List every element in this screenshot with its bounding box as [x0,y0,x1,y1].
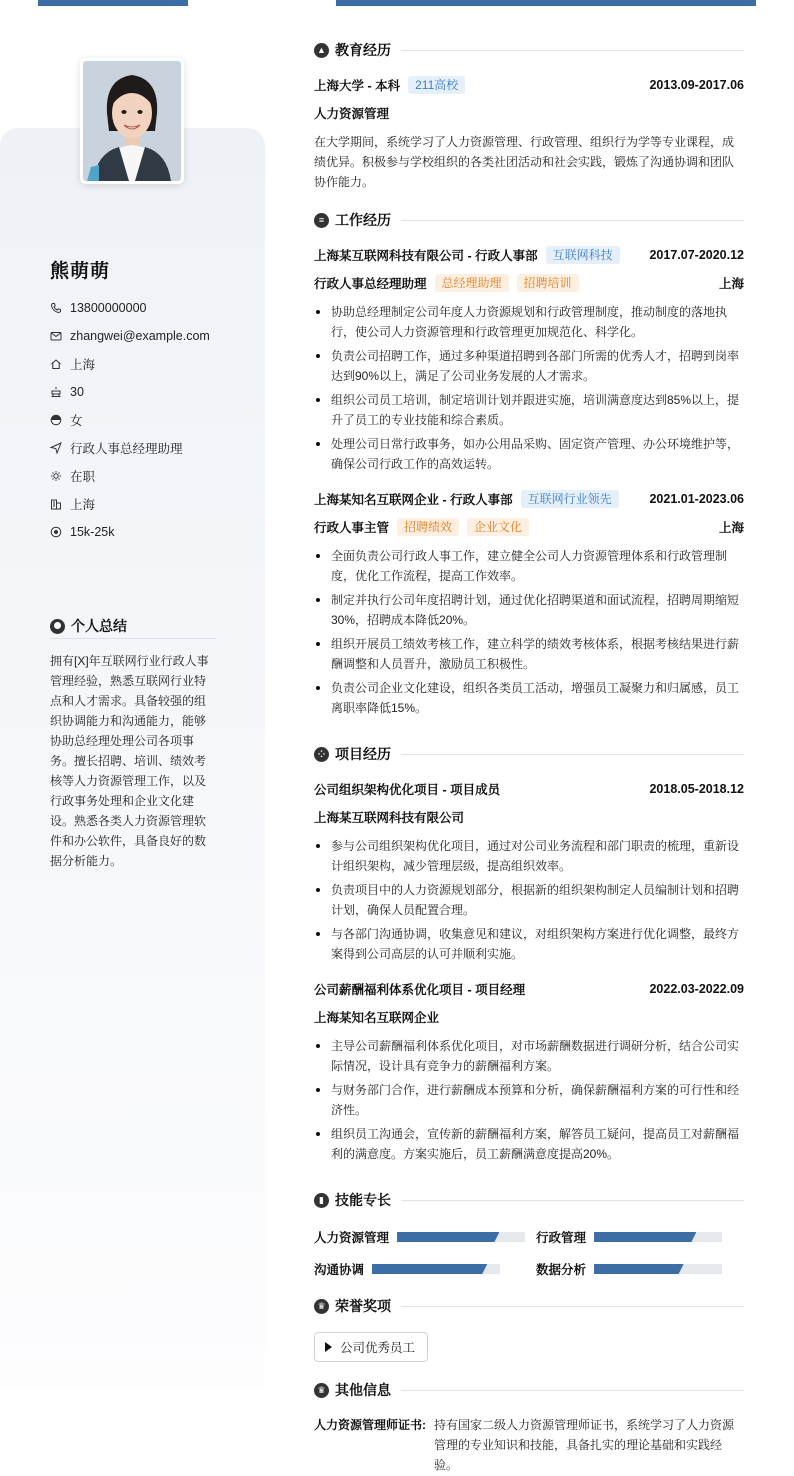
project-2-bullets [314,1036,744,1168]
list-item: 与各部门沟通协调，收集意见和建议，对组织架构方案进行优化调整，最终方案得到公司高层的认可并顺利实施。 [314,924,744,964]
info-location [50,350,210,378]
info-salary-text: 15k-25k [70,525,115,539]
email-icon [50,330,62,342]
user-circle-icon [50,619,65,634]
projects-heading [314,744,744,764]
info-position-text: 行政人事总经理助理 [70,442,183,456]
section-divider [401,220,744,221]
project-2-name: 公司薪酬福利体系优化项目 - 项目经理 [314,983,526,997]
project-2-date: 2022.03-2022.09 [649,982,744,996]
certificate-text: 持有国家二级人力资源管理师证书，系统学习了人力资源管理的专业知识和技能，具备扎实的理论基础和实践经验。 [434,1418,735,1472]
info-gender [50,406,210,434]
list-item: 制定并执行公司年度招聘计划，通过优化招聘渠道和面试流程，招聘周期缩短30%，招聘成本降低20%。 [314,590,744,630]
certificate-label: 人力资源管理师证书: [314,1418,426,1432]
job-1-tag: 互联网科技 [546,246,620,264]
info-position [50,434,210,462]
info-icon: ♛ [314,1383,329,1398]
education-row [314,76,744,94]
job-2-date: 2021.01-2023.06 [649,492,744,506]
info-city-text: 上海 [70,498,96,512]
position-icon [50,442,62,454]
job-1-city: 上海 [718,277,744,291]
awards-heading [314,1296,744,1316]
education-title: 教育经历 [335,42,391,58]
job-1-skill-tag: 总经理助理 [435,274,509,292]
list-item: 组织员工沟通会，宣传新的薪酬福利方案，解答员工疑问，提高员工对薪酬福利的满意度。方案实施后，员工薪酬满意度提高20%。 [314,1124,744,1164]
skill-bar-fill [397,1232,499,1242]
skill-bar [594,1264,722,1274]
job-2-header [314,490,744,508]
top-accent-bar-left [38,0,188,6]
job-1-bullets [314,302,744,478]
skills-heading [314,1190,744,1210]
skill-bar-fill [594,1264,684,1274]
home-icon [50,358,62,370]
info-age [50,378,210,406]
job-1-header [314,246,744,264]
job-1-skill-tag: 招聘培训 [517,274,579,292]
job-2-skill-tag: 企业文化 [467,518,529,536]
list-item: 处理公司日常行政事务，如办公用品采购、固定资产管理、办公环境维护等，确保公司行政工作的高效运转。 [314,434,744,474]
salary-icon [50,526,62,538]
summary-title: 个人总结 [71,618,127,634]
projects-title: 项目经历 [335,746,391,762]
bar-chart-icon: ▮ [314,1193,329,1208]
skill-item [536,1228,722,1246]
info-gender-text: 女 [70,414,83,428]
award-label: 公司优秀员工 [340,1341,416,1355]
section-divider [401,1306,744,1307]
info-salary [50,518,210,546]
summary-text: 拥有[X]年互联网行业行政人事管理经验，熟悉互联网行业特点和人才需求。具备较强的组织协调能力和沟通能力，能够协助总经理处理公司各项事务。擅长招聘、培训、绩效考核等人力资源管理工作，以及行政事务处理和企业文化建设。熟悉各类人力资源管理软件和办公软件，具备良好的数据分析能力。 [50,654,209,868]
skill-name: 行政管理 [536,1231,587,1245]
job-2-bullets [314,546,744,722]
info-phone-text: 13800000000 [70,301,147,315]
section-divider [401,50,744,51]
info-age-text: 30 [70,385,84,399]
skill-bar-fill [372,1264,487,1274]
list-item: 组织公司员工培训，制定培训计划并跟进实施，培训满意度达到85%以上，提升了员工的专业技能和综合素质。 [314,390,744,430]
work-heading [314,210,744,230]
other-heading [314,1380,744,1400]
list-item: 全面负责公司行政人事工作，建立健全公司人力资源管理体系和行政管理制度，优化工作流程，提高工作效率。 [314,546,744,586]
phone-icon [50,302,62,314]
info-status [50,462,210,490]
education-desc: 在大学期间，系统学习了人力资源管理、行政管理、组织行为学等专业课程，成绩优异。积极参与学校组织的各类社团活动和社会实践，锻炼了沟通协调和团队协作能力。 [314,135,735,189]
skill-bar [372,1264,500,1274]
school-tag: 211高校 [408,76,465,94]
job-2-tag: 互联网行业领先 [521,490,619,508]
project-2-org: 上海某知名互联网企业 [314,1011,440,1025]
info-phone [50,294,210,322]
skill-bar-fill [594,1232,696,1242]
project-2-header [314,980,744,998]
skill-item [314,1228,525,1246]
profile-photo [83,61,181,181]
info-location-text: 上海 [70,358,96,372]
skill-name: 数据分析 [536,1263,587,1277]
list-item: 协助总经理制定公司年度人力资源规划和行政管理制度，推动制度的落地执行，使公司人力资源管理和行政管理更加规范化、科学化。 [314,302,744,342]
work-title: 工作经历 [335,212,391,228]
award-item[interactable] [314,1332,428,1362]
section-divider [401,1390,744,1391]
list-item: 主导公司薪酬福利体系优化项目，对市场薪酬数据进行调研分析，结合公司实际情况，设计具有竞争力的薪酬福利方案。 [314,1036,744,1076]
major-name: 人力资源管理 [314,107,390,121]
skills-title: 技能专长 [335,1192,391,1208]
job-1-date: 2017.07-2020.12 [649,248,744,262]
job-2-skill-tag: 招聘绩效 [397,518,459,536]
contact-info-list [50,294,210,546]
list-item: 负责公司企业文化建设，组织各类员工活动，增强员工凝聚力和归属感，员工离职率降低15%。 [314,678,744,718]
info-city [50,490,210,518]
summary-heading [50,616,216,636]
skill-item [314,1260,500,1278]
job-2-role: 行政人事主管 [314,521,390,535]
grid-icon: ⁘ [314,747,329,762]
job-2-city: 上海 [718,521,744,535]
education-heading [314,40,744,60]
job-1-company: 上海某互联网科技有限公司 - 行政人事部 [314,249,538,263]
list-item: 参与公司组织架构优化项目，通过对公司业务流程和部门职责的梳理，重新设计组织架构，减少管理层级，提高组织效率。 [314,836,744,876]
graduation-cap-icon: ▲ [314,43,329,58]
info-email-text: zhangwei@example.com [70,329,210,343]
other-title: 其他信息 [335,1382,391,1398]
skill-bar [594,1232,722,1242]
trophy-icon: ♛ [314,1299,329,1314]
skill-name: 沟通协调 [314,1263,365,1277]
section-divider [401,1200,744,1201]
summary-divider [50,638,216,639]
job-1-role: 行政人事总经理助理 [314,277,427,291]
gender-icon [50,414,62,426]
skill-bar [397,1232,525,1242]
list-item: 负责项目中的人力资源规划部分，根据新的组织架构制定人员编制计划和招聘计划，确保人员配置合理。 [314,880,744,920]
status-icon [50,470,62,482]
list-item: 组织开展员工绩效考核工作，建立科学的绩效考核体系，根据考核结果进行薪酬调整和人员晋升，激励员工积极性。 [314,634,744,674]
school-name: 上海大学 - 本科 [314,79,401,93]
list-item: 与财务部门合作，进行薪酬成本预算和分析，确保薪酬福利方案的可行性和经济性。 [314,1080,744,1120]
age-icon [50,386,62,398]
briefcase-icon: ≡ [314,213,329,228]
section-divider [401,754,744,755]
project-1-org: 上海某互联网科技有限公司 [314,811,465,825]
project-1-name: 公司组织架构优化项目 - 项目成员 [314,783,501,797]
job-2-company: 上海某知名互联网企业 - 行政人事部 [314,493,513,507]
info-status-text: 在职 [70,470,96,484]
major-row [314,104,744,122]
job-2-role-row [314,518,744,536]
list-item: 负责公司招聘工作，通过多种渠道招聘到各部门所需的优秀人才，招聘到岗率达到90%以上，满足了公司业务发展的人才需求。 [314,346,744,386]
info-email [50,322,210,350]
education-date: 2013.09-2017.06 [649,78,744,92]
candidate-name: 熊萌萌 [50,261,111,282]
project-1-date: 2018.05-2018.12 [649,782,744,796]
play-triangle-icon [325,1342,332,1352]
project-1-bullets [314,836,744,968]
project-1-org-row [314,808,744,826]
project-1-header [314,780,744,798]
other-info-row [314,1415,744,1475]
skill-item [536,1260,722,1278]
job-1-role-row [314,274,744,292]
awards-title: 荣誉奖项 [335,1298,391,1314]
project-2-org-row [314,1008,744,1026]
avatar [80,58,184,184]
skill-name: 人力资源管理 [314,1231,390,1245]
top-accent-bar-right [336,0,756,6]
city-icon [50,498,62,510]
